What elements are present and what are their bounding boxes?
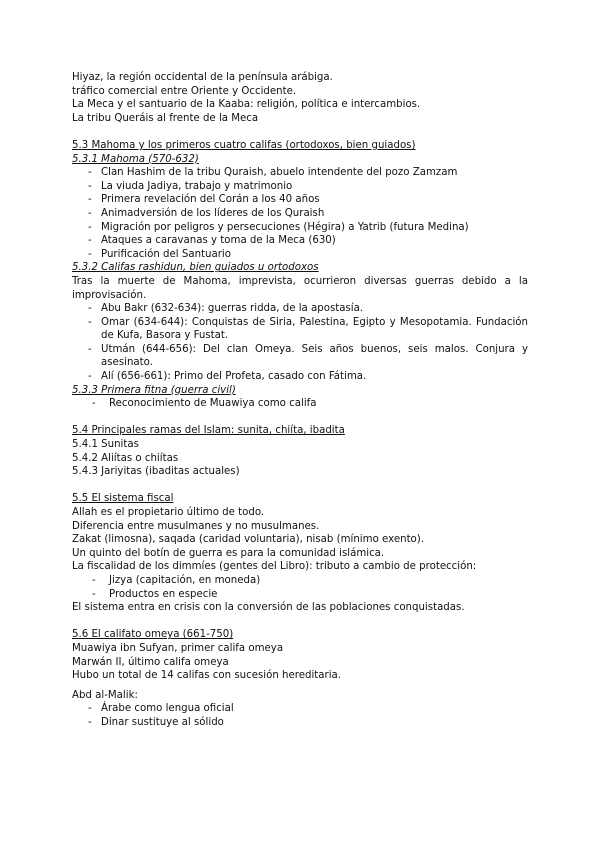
- section-heading-5-3: 5.3 Mahoma y los primeros cuatro califas (ortodoxos, bien guiados): [72, 139, 416, 151]
- subsection-heading-5-3-3: 5.3.3 Primera fitna (guerra civil): [72, 384, 236, 396]
- fiscal-line: Allah es el propietario último de todo.: [72, 507, 265, 518]
- intro-line: tráfico comercial entre Oriente y Occidente.: [72, 85, 297, 97]
- intro-line: La tribu Queráis al frente de la Meca: [72, 112, 259, 124]
- omeya-line: Hubo un total de 14 califas con sucesión hereditaria.: [72, 670, 342, 682]
- document-body: [72, 71, 528, 730]
- list-item: - Ataques a caravanas y toma de la Meca (630): [72, 234, 528, 248]
- abd-al-malik-list: [72, 702, 528, 729]
- abd-al-malik-heading: Abd al-Malik:: [72, 689, 138, 701]
- section-heading-5-5: 5.5 El sistema fiscal: [72, 493, 174, 505]
- list-item: - Clan Hashim de la tribu Quraish, abuelo intendente del pozo Zamzam: [72, 166, 528, 180]
- fitna-list: [72, 397, 528, 411]
- subsection-heading-5-3-2: 5.3.2 Califas rashidun, bien guiados u ortodoxos: [72, 262, 319, 274]
- califas-list: [72, 302, 528, 384]
- fiscal-line: Diferencia entre musulmanes y no musulmanes.: [72, 520, 320, 532]
- intro-block: [72, 71, 528, 125]
- list-item: - Omar (634-644): Conquistas de Siria, Palestina, Egipto y Mesopotamia. Fundación de Kufa, Basora y Fustat.: [72, 316, 528, 343]
- list-item: - Primera revelación del Corán a los 40 años: [72, 193, 528, 207]
- subsection-heading-5-3-1: 5.3.1 Mahoma (570-632): [72, 153, 199, 165]
- paragraph: Tras la muerte de Mahoma, imprevista, ocurrieron diversas guerras debido a la improvisación.: [72, 275, 528, 301]
- omeya-line: Muawiya ibn Sufyan, primer califa omeya: [72, 642, 284, 654]
- list-item: - Árabe como lengua oficial: [72, 702, 528, 716]
- list-item: - Reconocimiento de Muawiya como califa: [72, 397, 528, 411]
- intro-line: Hiyaz, la región occidental de la península arábiga.: [72, 72, 333, 83]
- list-item: - Utmán (644-656): Del clan Omeya. Seis años buenos, seis malos. Conjura y asesinato.: [72, 343, 528, 370]
- mahoma-list: [72, 166, 528, 261]
- list-item: - Jizya (capitación, en moneda): [72, 574, 528, 588]
- section-heading-5-4: 5.4 Principales ramas del Islam: sunita, chiíta, ibadita: [72, 425, 345, 437]
- list-item: - Dinar sustituye al sólido: [72, 716, 528, 730]
- omeya-line: Marwán II, último califa omeya: [72, 656, 229, 668]
- fiscal-line: La fiscalidad de los dimmíes (gentes del Libro): tributo a cambio de protección:: [72, 561, 477, 573]
- branch-line: 5.4.3 Jariyitas (ibaditas actuales): [72, 466, 240, 478]
- list-item: - Alí (656-661): Primo del Profeta, casado con Fátima.: [72, 370, 528, 384]
- fiscal-closing: El sistema entra en crisis con la conversión de las poblaciones conquistadas.: [72, 602, 465, 614]
- list-item: - La viuda Jadiya, trabajo y matrimonio: [72, 180, 528, 194]
- fiscal-line: Un quinto del botín de guerra es para la comunidad islámica.: [72, 547, 385, 559]
- list-item: - Migración por peligros y persecuciones (Hégira) a Yatrib (futura Medina): [72, 221, 528, 235]
- branch-line: 5.4.1 Sunitas: [72, 439, 139, 451]
- dimmies-list: [72, 574, 528, 601]
- section-heading-5-6: 5.6 El califato omeya (661-750): [72, 629, 234, 641]
- list-item: - Animadversión de los líderes de los Quraish: [72, 207, 528, 221]
- list-item: - Productos en especie: [72, 588, 528, 602]
- branch-line: 5.4.2 Aliítas o chiítas: [72, 452, 179, 464]
- list-item: - Purificación del Santuario: [72, 248, 528, 262]
- intro-line: La Meca y el santuario de la Kaaba: religión, política e intercambios.: [72, 99, 421, 111]
- list-item: - Abu Bakr (632-634): guerras ridda, de la apostasía.: [72, 302, 528, 316]
- fiscal-line: Zakat (limosna), saqada (caridad voluntaria), nisab (mínimo exento).: [72, 534, 425, 546]
